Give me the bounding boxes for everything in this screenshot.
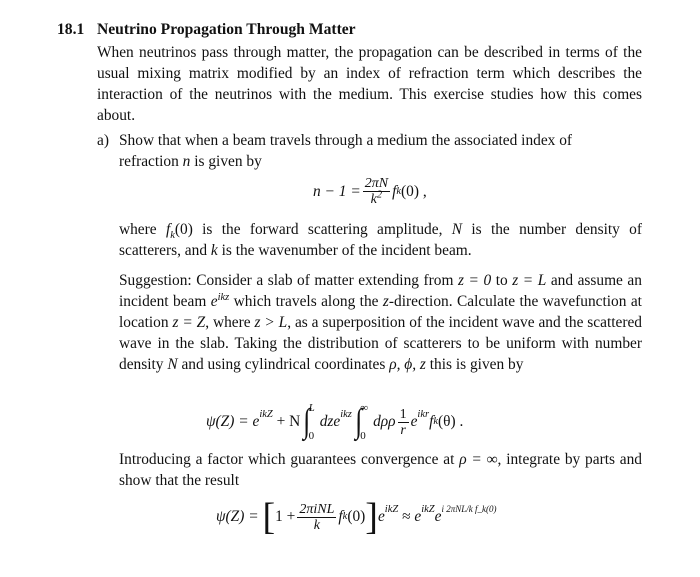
integral-sign: ∫ bbox=[303, 403, 311, 440]
part-a-line-2: refraction n is given by bbox=[119, 151, 642, 172]
eq2-fraction: $\frac{1}{r}$ bbox=[399, 406, 407, 438]
integral-dz: ∫ L 0 bbox=[303, 402, 315, 442]
suggestion-paragraph: Suggestion: Consider a slab of matter extending from z = 0 to z = L and assume an incident beam $e^{ikz}$ which travels along the z-direction. Calculate the wavefunction at location z = Z, where z > L, as a superposition of the incident wave and the scattered wave in the slab. Taking the distribution of scatterers to be uniform with number density N and using cylindrical coordinates ρ, ϕ, z this is given by bbox=[119, 272, 642, 373]
right-bracket: ] bbox=[365, 496, 378, 538]
integral-sign: ∫ bbox=[355, 403, 363, 440]
refraction-word: refraction bbox=[119, 153, 179, 170]
equation-index-of-refraction: n − 1 = $\frac{2\pi N}{k^2}$ f k (0) , bbox=[313, 176, 427, 207]
where-paragraph: where $f_k(0)$ is the forward scattering amplitude, N is the number density of scatterers, and k is the wavenumber of the incident beam. bbox=[119, 221, 642, 259]
intro-paragraph: When neutrinos pass through matter, the propagation can be described in terms of the usual mixing matrix modified by an index of refraction term which describes the interaction of the neutrinos with the medium. This exercise studies how this comes about. bbox=[97, 44, 642, 124]
section-number: 18.1 bbox=[57, 21, 85, 38]
eq3-fraction: $\frac{\text{2πiNL}}{k}$ bbox=[299, 501, 335, 533]
left-bracket: [ bbox=[262, 496, 276, 538]
section-title: Neutrino Propagation Through Matter bbox=[97, 21, 356, 38]
convergence-paragraph: Introducing a factor which guarantees convergence at ρ = ∞, integrate by parts and show that the result bbox=[119, 451, 642, 489]
eq1-fraction: $\frac{2\pi N}{k^2}$ bbox=[364, 176, 389, 207]
equation-wavefunction-integral: ψ(Z) = e $^{ikZ}$ + N ∫ L 0 dze $^{ikz}$ ∫ ∞ 0 dρρ $\frac{1}{r}$ e $^{ikr}$ f k (θ) . bbox=[206, 402, 464, 442]
equation-result: ψ(Z) = [ 1 + $\frac{\text{2πiNL}}{k}$ f k (0) ] e $^{ikZ}$ ≈ e $^{ikZ}$ e $^{i 2\pi NL/k f\_k(0)}$ bbox=[216, 496, 497, 538]
part-a-line-1: a) Show that when a beam travels through a medium the associated index of bbox=[97, 130, 642, 151]
integral-drho: ∫ ∞ 0 bbox=[355, 402, 369, 442]
